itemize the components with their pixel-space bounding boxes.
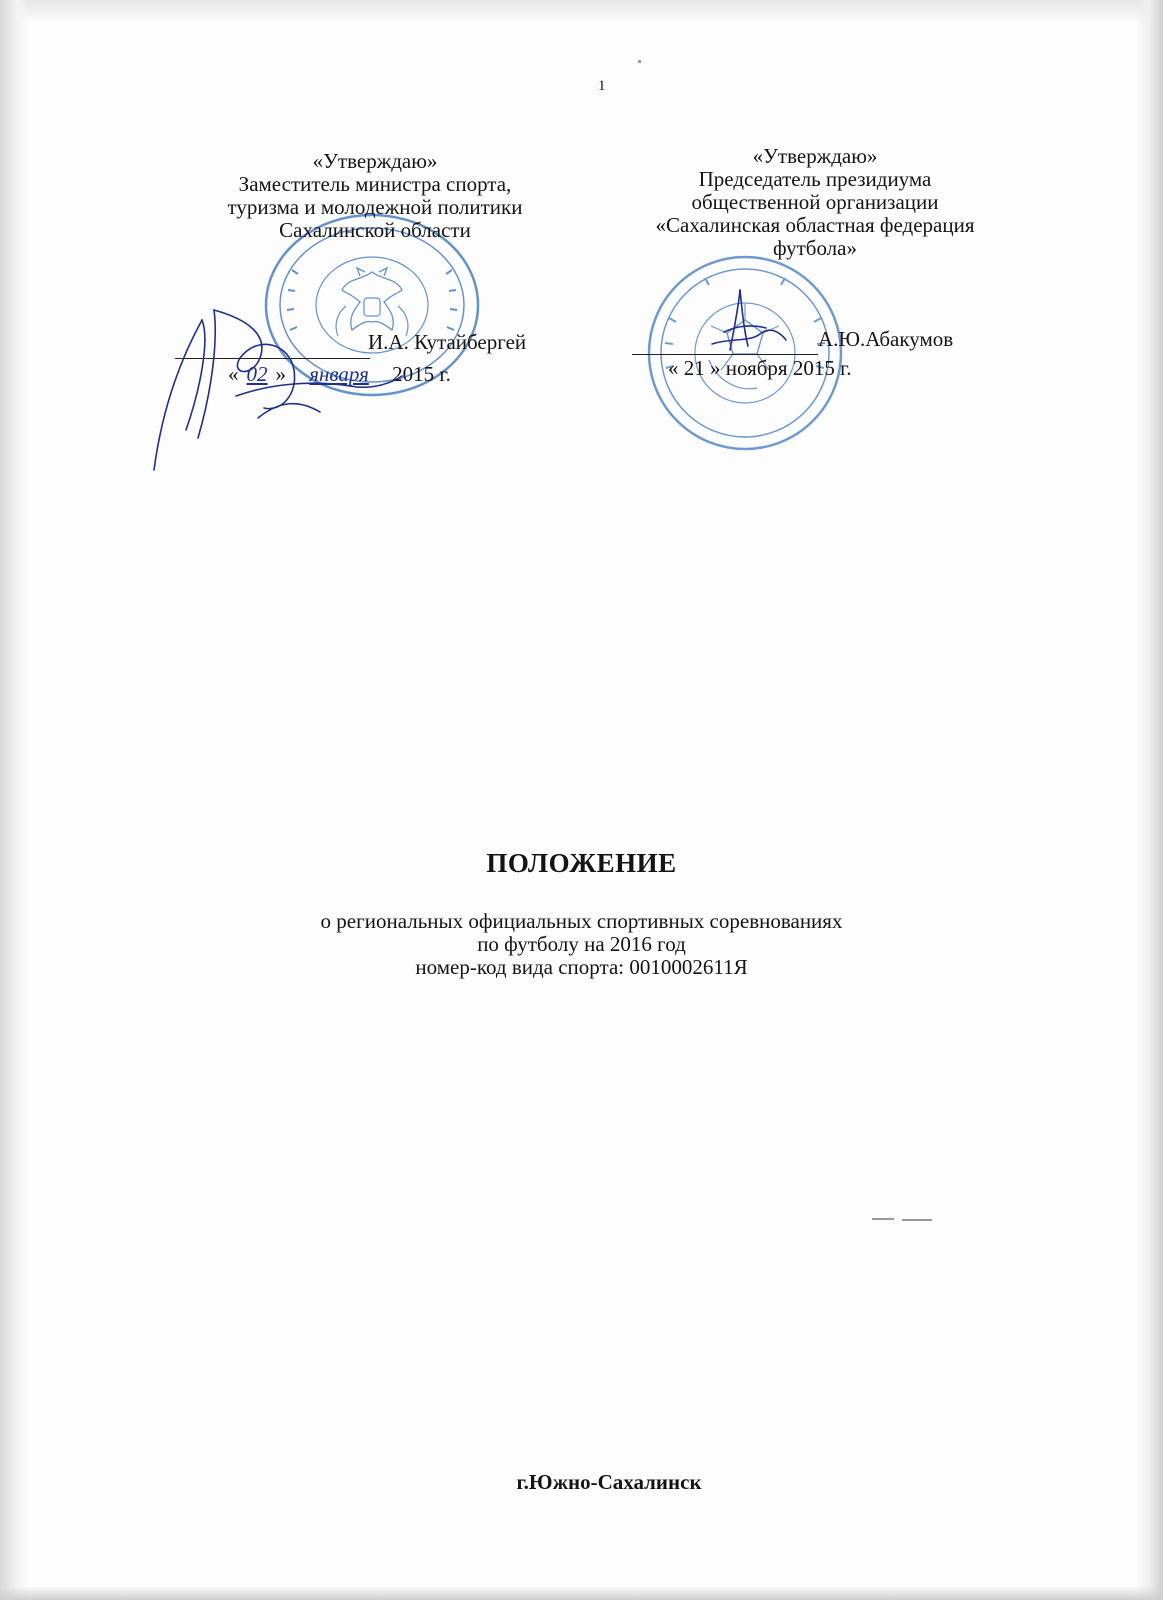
approval-heading-right: «Утверждаю» [752, 144, 878, 168]
document-title: ПОЛОЖЕНИЕ [486, 848, 677, 878]
handwritten-signature-left [140, 300, 410, 480]
handwritten-signature-right [690, 280, 800, 360]
scan-shadow-right [1135, 0, 1163, 1600]
scan-shadow-left [0, 0, 30, 1600]
subtitle-line-2: по футболу на 2016 год [477, 932, 686, 956]
approver-title-line-2: туризма и молодежной политики [227, 195, 523, 219]
approver-title-line-1: Заместитель министра спорта, [238, 172, 512, 196]
approver-role-line-1: Председатель президиума [698, 167, 932, 191]
approval-heading-left: «Утверждаю» [312, 149, 438, 173]
scan-speck [902, 1219, 932, 1221]
approver-role-line-3: «Сахалинская областная федерация [655, 213, 975, 237]
scan-speck [638, 60, 641, 63]
page-number: 1 [598, 78, 606, 94]
signatory-name-left: И.А. Кутайбергей [368, 330, 527, 354]
approver-role-line-4: футбола» [773, 236, 857, 260]
approver-title-line-3: Сахалинской области [279, 218, 471, 242]
date-quote-close: » [275, 362, 286, 386]
approval-block-right [595, 145, 1035, 260]
date-day-handwritten: 02 [246, 362, 268, 386]
document-subtitle [0, 910, 1163, 979]
date-year-left: 2015 г. [392, 362, 451, 386]
approver-role-line-2: общественной организации [691, 190, 939, 214]
scan-shadow-top [0, 0, 1163, 24]
scan-shadow-bottom [0, 1586, 1163, 1600]
signatory-name-right: А.Ю.Абакумов [818, 327, 954, 351]
subtitle-line-3: номер-код вида спорта: 0010002611Я [415, 955, 748, 979]
approval-date-right: « 21 » ноября 2015 г. [668, 356, 852, 380]
date-quote-open: « [228, 362, 239, 386]
city-footer: г.Южно-Сахалинск [516, 1470, 702, 1494]
subtitle-line-1: о региональных официальных спортивных соревнованиях [320, 909, 843, 933]
approval-block-left [160, 150, 590, 242]
date-month-handwritten: января [309, 362, 369, 386]
scan-speck [872, 1218, 894, 1220]
